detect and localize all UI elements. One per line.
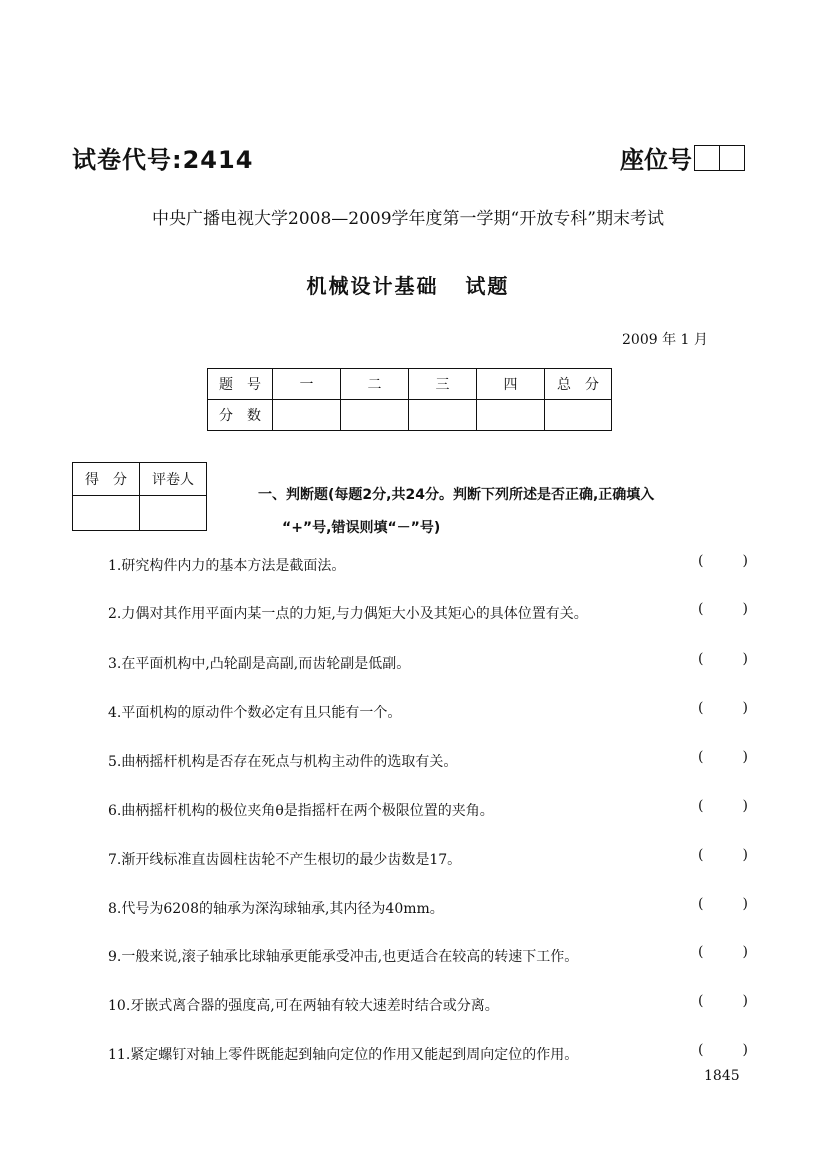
exam-code: 试卷代号:2414 xyxy=(72,146,254,174)
paren-glyph: ) xyxy=(742,1042,748,1058)
paren-glyph: ) xyxy=(742,993,748,1009)
question-item: 2.力偶对其作用平面内某一点的力矩,与力偶矩大小及其矩心的具体位置有关。 xyxy=(108,606,588,622)
question-item: 10.牙嵌式离合器的强度高,可在两轴有较大速差时结合或分离。 xyxy=(108,998,499,1014)
question-item: 1.研究构件内力的基本方法是截面法。 xyxy=(108,558,346,574)
paren-glyph: ) xyxy=(742,553,748,569)
score-table-cell: 四 xyxy=(477,369,545,400)
answer-parentheses[interactable] xyxy=(698,1042,748,1058)
question-item: 5.曲柄摇杆机构是否存在死点与机构主动件的选取有关。 xyxy=(108,754,458,770)
grader-table-grader-label: 评卷人 xyxy=(140,463,207,496)
paren-glyph: ( xyxy=(698,651,704,667)
answer-parentheses[interactable] xyxy=(698,944,748,960)
score-table xyxy=(207,368,612,431)
question-item: 3.在平面机构中,凸轮副是高副,而齿轮副是低副。 xyxy=(108,656,411,672)
page-title: 机械设计基础 试题 xyxy=(306,274,510,298)
score-input-cell[interactable] xyxy=(409,400,477,431)
question-item: 6.曲柄摇杆机构的极位夹角θ是指摇杆在两个极限位置的夹角。 xyxy=(108,803,494,819)
score-table-cell: 总 分 xyxy=(545,369,612,400)
grader-table xyxy=(72,462,207,531)
question-item: 4.平面机构的原动件个数必定有且只能有一个。 xyxy=(108,705,402,721)
question-item: 7.渐开线标准直齿圆柱齿轮不产生根切的最少齿数是17。 xyxy=(108,852,462,868)
score-table-cell: 题 号 xyxy=(208,369,273,400)
grader-table-score-label: 得 分 xyxy=(73,463,140,496)
question-item: 11.紧定螺钉对轴上零件既能起到轴向定位的作用又能起到周向定位的作用。 xyxy=(108,1047,579,1063)
seat-number xyxy=(620,140,745,175)
paren-glyph: ( xyxy=(698,749,704,765)
paren-glyph: ) xyxy=(742,944,748,960)
paren-glyph: ) xyxy=(742,896,748,912)
score-table-cell: 三 xyxy=(409,369,477,400)
score-table-cell: 分 数 xyxy=(208,400,273,431)
question-item: 8.代号为6208的轴承为深沟球轴承,其内径为40mm。 xyxy=(108,901,444,917)
score-input-cell[interactable] xyxy=(477,400,545,431)
grader-name-input-cell[interactable] xyxy=(140,496,207,531)
score-table-cell: 一 xyxy=(273,369,341,400)
score-table-cell: 二 xyxy=(341,369,409,400)
paren-glyph: ( xyxy=(698,993,704,1009)
section-heading: 一、判断题(每题2分,共24分。判断下列所述是否正确,正确填入 xyxy=(258,487,655,503)
exam-subtitle: 中央广播电视大学2008—2009学年度第一学期“开放专科”期末考试 xyxy=(152,209,664,229)
question-item: 9.一般来说,滚子轴承比球轴承更能承受冲击,也更适合在较高的转速下工作。 xyxy=(108,949,579,965)
paren-glyph: ( xyxy=(698,1042,704,1058)
answer-parentheses[interactable] xyxy=(698,749,748,765)
answer-parentheses[interactable] xyxy=(698,847,748,863)
seat-box-2 xyxy=(719,146,744,170)
grader-score-input-cell[interactable] xyxy=(73,496,140,531)
score-input-cell[interactable] xyxy=(545,400,612,431)
answer-parentheses[interactable] xyxy=(698,700,748,716)
paren-glyph: ( xyxy=(698,601,704,617)
answer-parentheses[interactable] xyxy=(698,651,748,667)
paren-glyph: ) xyxy=(742,749,748,765)
paren-glyph: ( xyxy=(698,553,704,569)
answer-parentheses[interactable] xyxy=(698,601,748,617)
paren-glyph: ) xyxy=(742,847,748,863)
paren-glyph: ) xyxy=(742,601,748,617)
seat-box-1 xyxy=(695,146,719,170)
paren-glyph: ) xyxy=(742,651,748,667)
score-table-score-row xyxy=(208,400,612,431)
paren-glyph: ( xyxy=(698,847,704,863)
score-input-cell[interactable] xyxy=(273,400,341,431)
paren-glyph: ) xyxy=(742,798,748,814)
score-input-cell[interactable] xyxy=(341,400,409,431)
paren-glyph: ) xyxy=(742,700,748,716)
answer-parentheses[interactable] xyxy=(698,553,748,569)
seat-number-boxes xyxy=(694,145,745,171)
answer-parentheses[interactable] xyxy=(698,798,748,814)
paren-glyph: ( xyxy=(698,896,704,912)
paren-glyph: ( xyxy=(698,798,704,814)
paren-glyph: ( xyxy=(698,944,704,960)
paren-glyph: ( xyxy=(698,700,704,716)
answer-parentheses[interactable] xyxy=(698,993,748,1009)
section-heading-continued: “+”号,错误则填“－”号) xyxy=(282,520,441,536)
score-table-header-row xyxy=(208,369,612,400)
exam-date: 2009 年 1 月 xyxy=(622,332,708,348)
page-number: 1845 xyxy=(704,1068,740,1084)
answer-parentheses[interactable] xyxy=(698,896,748,912)
seat-number-label: 座位号 xyxy=(620,146,692,174)
